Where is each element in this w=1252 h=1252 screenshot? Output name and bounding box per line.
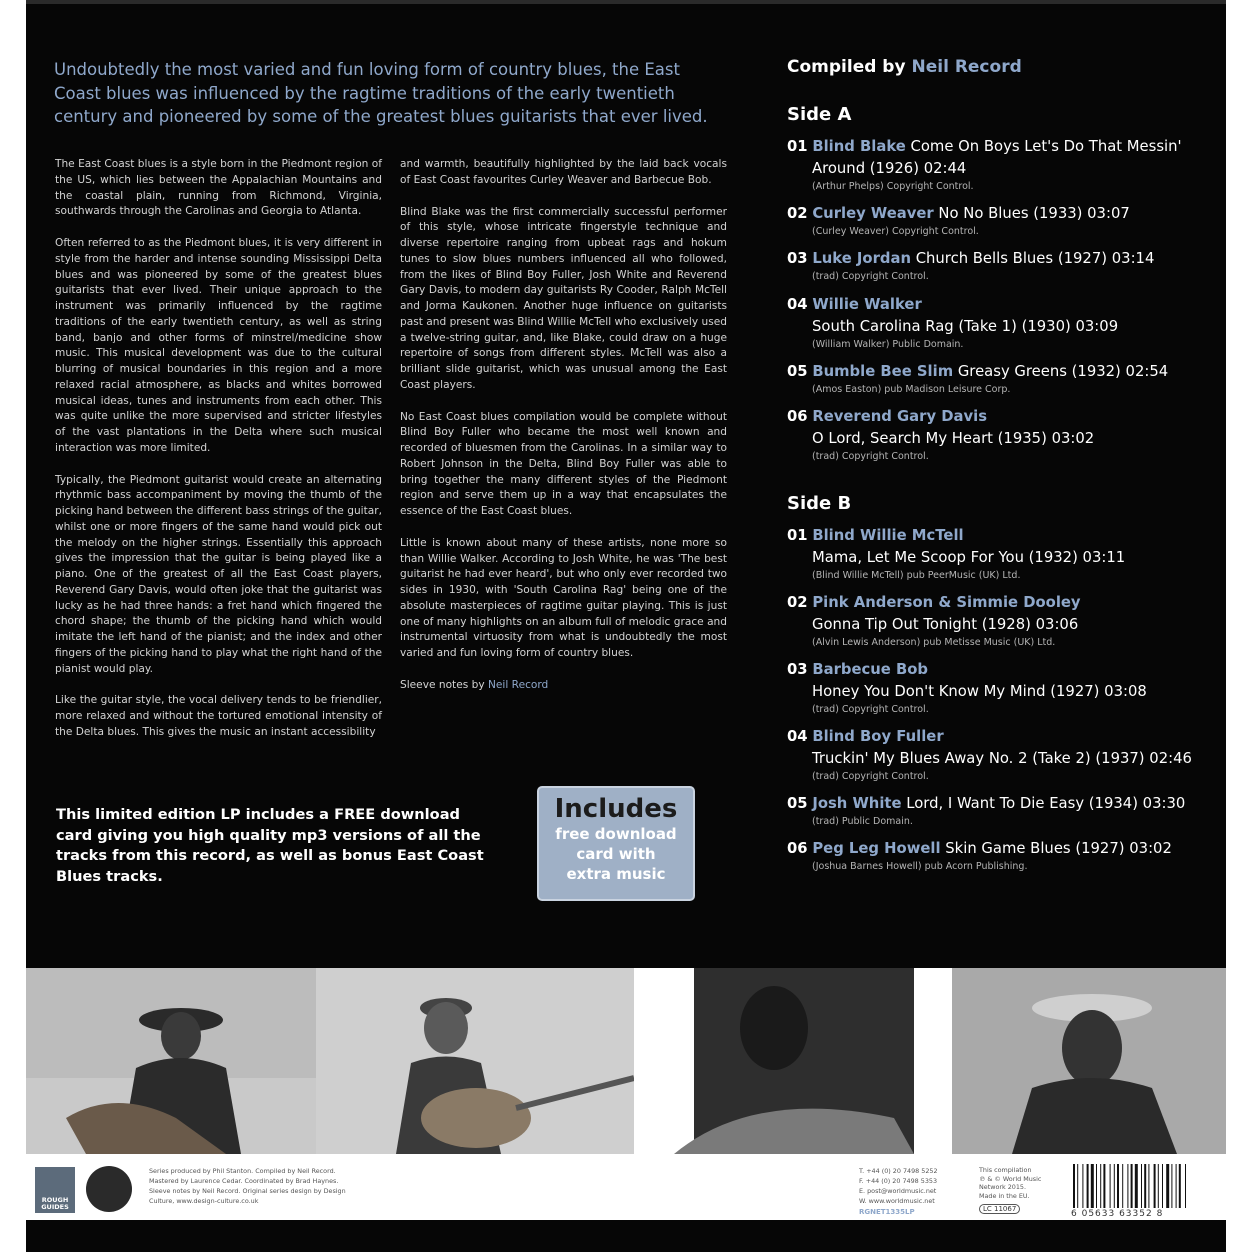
credit-line: Series produced by Phil Stanton. Compiled by Neil Record. xyxy=(149,1167,336,1175)
track-item xyxy=(787,793,1226,828)
track-line-2 xyxy=(787,614,1226,636)
track-credit: (Arthur Phelps) Copyright Control. xyxy=(812,181,974,192)
track-line xyxy=(787,659,1226,681)
track-item xyxy=(787,838,1226,873)
track-title-cont: Mama, Let Me Scoop For You (1932) 03:11 xyxy=(812,549,1126,566)
sleeve-notes-credit xyxy=(400,678,727,694)
track-credit: (trad) Public Domain. xyxy=(812,816,913,827)
intro-headline: Undoubtedly the most varied and fun loving form of country blues, the East Coast blues was influenced by the ragtime traditions of the early twentieth century and pioneered by some of the greatest blues guitarists that ever lived. xyxy=(54,60,708,126)
track-title-cont: Around (1926) 02:44 xyxy=(812,160,967,177)
legal-notice xyxy=(979,1166,1069,1200)
track-title: Come On Boys Let's Do That Messin' xyxy=(910,138,1182,155)
liner-paragraph: The East Coast blues is a style born in the Piedmont region of the US, which lies between the Appalachian Mountains and the coastal plain, running from Richmond, Virginia, southwards through the Carolinas and Georgia to Atlanta. xyxy=(55,158,382,218)
track-line-2 xyxy=(787,316,1226,338)
track-item xyxy=(787,726,1226,783)
label-strip xyxy=(26,1154,1226,1220)
track-credit: (trad) Copyright Control. xyxy=(812,771,929,782)
artist-photo-3 xyxy=(634,968,952,1154)
track-line xyxy=(787,793,1226,815)
credit-line: Culture, www.design-culture.co.uk xyxy=(149,1197,259,1205)
track-number: 01 xyxy=(787,527,808,544)
track-credit: (William Walker) Public Domain. xyxy=(812,339,964,350)
sleeve-notes-author: Neil Record xyxy=(487,678,549,691)
track-line xyxy=(787,361,1226,383)
track-line-2 xyxy=(787,158,1226,180)
track-artist: Josh White xyxy=(812,795,902,812)
credit-line: Sleeve notes by Neil Record. Original series design by Design xyxy=(149,1187,346,1195)
liner-paragraph: and warmth, beautifully highlighted by the laid back vocals of East Coast favourites Curley Weaver and Barbecue Bob. xyxy=(400,158,727,186)
track-title-cont: South Carolina Rag (Take 1) (1930) 03:09 xyxy=(812,318,1119,335)
legal-line: This compilation xyxy=(979,1166,1032,1174)
track-title: No No Blues (1933) 03:07 xyxy=(938,205,1130,222)
track-credit: (trad) Copyright Control. xyxy=(812,271,929,282)
track-artist: Barbecue Bob xyxy=(812,661,929,678)
track-number: 06 xyxy=(787,408,808,425)
track-artist: Bumble Bee Slim xyxy=(812,363,954,380)
artist-photo-strip xyxy=(26,968,1226,1154)
track-line-2 xyxy=(787,748,1226,770)
track-number: 01 xyxy=(787,138,808,155)
track-line xyxy=(787,592,1226,614)
track-number: 03 xyxy=(787,661,808,678)
track-number: 05 xyxy=(787,795,808,812)
side-b-title: Side B xyxy=(787,493,852,514)
world-music-network-logo xyxy=(86,1166,132,1212)
liner-paragraph: Often referred to as the Piedmont blues, it is very different in style from the harder and intense sounding Mississippi Delta blues and was pioneered by some of the greatest blues guitarists that ever lived. Their unique approach to the instrument was primarily influenced by the ragtime traditions of the early twentieth century, as well as string band, banjo and other forms of minstrel/medicine show music. This musical development was due to the cultural blurring of musical boundaries in this region and a more relaxed racial atmosphere, as blacks and whites borrowed musical ideas, tunes and instruments from each other. This was quite unlike the more supervised and stricter lifestyles of the vast plantations in the Delta where such musical interaction was more limited. xyxy=(55,237,382,454)
track-item xyxy=(787,203,1226,238)
track-title-cont: O Lord, Search My Heart (1935) 03:02 xyxy=(812,430,1095,447)
track-credit: (Alvin Lewis Anderson) pub Metisse Music (UK) Ltd. xyxy=(812,637,1056,648)
track-item xyxy=(787,136,1226,193)
liner-paragraph: Little is known about many of these artists, none more so than Willie Walker. According to Josh White, he was 'The best guitarist he had ever heard', but who only ever recorded two sides in 1930, with 'South Carolina Rag' being one of the absolute masterpieces of ragtime guitar playing. This is just one of many highlights on an album full of melodic grace and instrumental virtuosity from what is undoubtedly the most varied and fun loving form of country blues. xyxy=(400,536,727,659)
track-artist: Blind Willie McTell xyxy=(812,527,964,544)
track-line xyxy=(787,248,1226,270)
track-title-cont: Gonna Tip Out Tonight (1928) 03:06 xyxy=(812,616,1079,633)
album-back-cover xyxy=(26,0,1226,1252)
sleeve-notes-prefix: Sleeve notes by xyxy=(400,678,485,691)
liner-notes-column-2 xyxy=(400,157,727,710)
track-line-2 xyxy=(787,681,1226,703)
track-number: 04 xyxy=(787,728,808,745)
track-credit: (Blind Willie McTell) pub PeerMusic (UK) Ltd. xyxy=(812,570,1021,581)
track-number: 06 xyxy=(787,840,808,857)
contact-line: F. +44 (0) 20 7498 5353 xyxy=(859,1177,938,1185)
contact-line: T. +44 (0) 20 7498 5252 xyxy=(859,1167,938,1175)
barcode-icon xyxy=(1071,1164,1211,1208)
badge-line-3: card with xyxy=(576,845,656,863)
track-number: 04 xyxy=(787,296,808,313)
track-title-cont: Truckin' My Blues Away No. 2 (Take 2) (1937) 02:46 xyxy=(812,750,1192,767)
production-credits xyxy=(149,1166,379,1206)
track-line xyxy=(787,294,1226,316)
track-line xyxy=(787,525,1226,547)
compiler-name: Neil Record xyxy=(911,57,1022,77)
track-title: Skin Game Blues (1927) 03:02 xyxy=(945,840,1172,857)
track-credit: (trad) Copyright Control. xyxy=(812,451,929,462)
track-line-2 xyxy=(787,547,1226,569)
track-item xyxy=(787,361,1226,396)
track-title-cont: Honey You Don't Know My Mind (1927) 03:08 xyxy=(812,683,1147,700)
track-artist: Luke Jordan xyxy=(812,250,911,267)
side-a-title: Side A xyxy=(787,104,852,125)
track-artist: Blind Boy Fuller xyxy=(812,728,944,745)
track-line-2 xyxy=(787,428,1226,450)
track-title: Church Bells Blues (1927) 03:14 xyxy=(915,250,1155,267)
compiled-by xyxy=(787,57,1022,77)
legal-line: Made in the EU. xyxy=(979,1191,1030,1200)
download-badge xyxy=(537,786,695,901)
track-line xyxy=(787,136,1226,158)
credit-line: Mastered by Laurence Cedar. Coordinated by Brad Haynes. xyxy=(149,1177,339,1185)
liner-paragraph: Like the guitar style, the vocal delivery tends to be friendlier, more relaxed and without the tortured emotional intensity of the Delta blues. This gives the music an instant accessibility xyxy=(55,694,382,738)
track-artist: Reverend Gary Davis xyxy=(812,408,988,425)
track-item xyxy=(787,406,1226,463)
liner-paragraph: Blind Blake was the first commercially successful performer of this style, whose intricate fingerstyle technique and diverse repertoire ranging from upbeat rags and hokum tunes to slow blues numbers influenced all who followed, from the likes of Blind Boy Fuller, Josh White and Reverend Gary Davis, to modern day guitarists Ry Cooder, Ralph McTell and Jorma Kaukonen. Another huge influence on guitarists past and present was Blind Willie McTell who exclusively used a twelve-string guitar, and, like Blake, could draw on a huge repertoire of songs from different styles. McTell was also a brilliant slide guitarist, which was unusual among the East Coast players. xyxy=(400,205,727,391)
track-number: 05 xyxy=(787,363,808,380)
track-item xyxy=(787,659,1226,716)
rough-guides-logo xyxy=(35,1167,75,1213)
badge-line-4: extra music xyxy=(566,865,666,883)
track-item xyxy=(787,248,1226,283)
track-artist: Willie Walker xyxy=(812,296,922,313)
badge-line-2: free download xyxy=(555,825,677,843)
track-credit: (trad) Copyright Control. xyxy=(812,704,929,715)
track-artist: Pink Anderson & Simmie Dooley xyxy=(812,594,1081,611)
track-line xyxy=(787,203,1226,225)
track-credit: (Curley Weaver) Copyright Control. xyxy=(812,226,979,237)
rough-guides-logo-text: ROUGH GUIDES xyxy=(41,1196,69,1211)
track-credit: (Joshua Barnes Howell) pub Acorn Publishing. xyxy=(812,861,1028,872)
catalog-number: RGNET1335LP xyxy=(859,1208,915,1216)
download-card-promo: This limited edition LP includes a FREE download card giving you high quality mp3 versions of all the tracks from this record, as well as bonus East Coast Blues tracks. xyxy=(56,806,484,885)
contact-info xyxy=(859,1166,969,1206)
track-artist: Peg Leg Howell xyxy=(812,840,941,857)
track-credit: (Amos Easton) pub Madison Leisure Corp. xyxy=(812,384,1011,395)
track-item xyxy=(787,294,1226,351)
track-number: 02 xyxy=(787,594,808,611)
contact-line: W. www.worldmusic.net xyxy=(859,1197,935,1205)
cover-bottom-edge xyxy=(26,1220,1226,1252)
legal-line: Network 2015. xyxy=(979,1183,1027,1191)
label-code: LC 11067 xyxy=(979,1204,1020,1214)
track-number: 03 xyxy=(787,250,808,267)
legal-line: ℗ & © World Music xyxy=(979,1174,1042,1183)
track-item xyxy=(787,592,1226,649)
contact-line: E. post@worldmusic.net xyxy=(859,1187,937,1195)
liner-paragraph: No East Coast blues compilation would be complete without Blind Boy Fuller who became the most well known and recorded of bluesmen from the Carolinas. In a similar way to Robert Johnson in the Delta, Blind Boy Fuller was able to bring together the many different styles of the Piedmont region and serve them up in a way that encapsulates the essence of the East Coast blues. xyxy=(400,410,727,517)
track-title: Greasy Greens (1932) 02:54 xyxy=(957,363,1169,380)
track-line xyxy=(787,726,1226,748)
liner-notes-column-1 xyxy=(55,157,382,757)
artist-photo-1 xyxy=(26,968,316,1154)
barcode-number: 6 05633 63352 8 xyxy=(1071,1209,1164,1219)
track-artist: Curley Weaver xyxy=(812,205,934,222)
track-number: 02 xyxy=(787,205,808,222)
artist-photo-4 xyxy=(952,968,1226,1154)
badge-line-1: Includes xyxy=(554,794,678,824)
liner-paragraph: Typically, the Piedmont guitarist would create an alternating rhythmic bass accompaniment by moving the thumb of the picking hand between the different bass strings of the guitar, whilst one or more fingers of the same hand would pick out the melody on the higher strings. Essentially this approach gives the impression that the guitar is being played like a piano. One of the greatest of all the East Coast players, Reverend Gary Davis, would often joke that the guitarist was lucky as he had three hands: a fret hand which fingered the chord shape; the thumb of the picking hand which would imitate the left hand of the pianist; and the index and other fingers of the picking hand to play what the right hand of the pianist would play. xyxy=(55,473,382,675)
track-title: Lord, I Want To Die Easy (1934) 03:30 xyxy=(906,795,1186,812)
compiled-prefix: Compiled by xyxy=(787,57,906,77)
artist-photo-2 xyxy=(316,968,634,1154)
track-line xyxy=(787,406,1226,428)
cover-top-edge xyxy=(26,0,1226,4)
track-item xyxy=(787,525,1226,582)
track-line xyxy=(787,838,1226,860)
track-artist: Blind Blake xyxy=(812,138,906,155)
